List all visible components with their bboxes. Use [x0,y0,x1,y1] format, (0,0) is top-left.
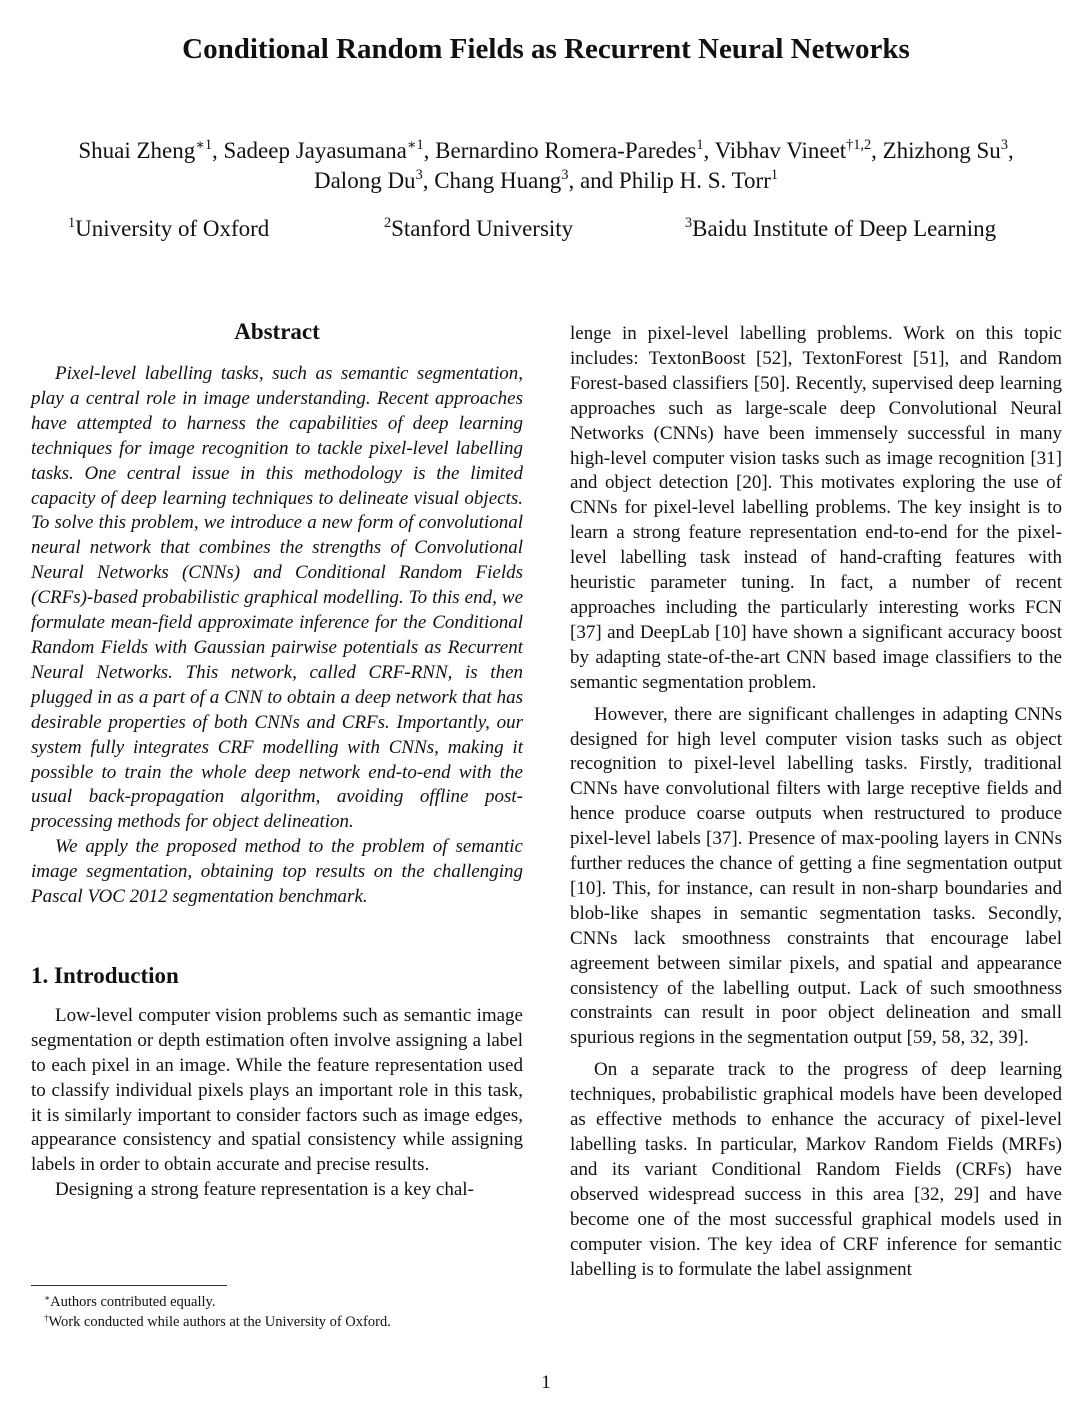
body-paragraph: lenge in pixel-level labelling problems. Work on this topic includes: TextonBoost [52], TextonForest [51], and Random Forest-based classifiers [50]. Recently, supervised deep learning approaches such as large-scale deep Convolutional Neural Networks (CNNs) have been immensely successful in many high-level computer vision tasks such as image recognition [31] and object detection [20]. This motivates exploring the use of CNNs for pixel-level labelling problems. The key insight is to learn a strong feature representation end-to-end for the pixel-level labelling task instead of hand-crafting features with heuristic parameter tuning. In fact, a number of recent approaches including the particularly interesting works FCN [37] and DeepLab [10] have shown a significant accuracy boost by adapting state-of-the-art CNN based image classifiers to the semantic segmentation problem. [570,323,1062,693]
author: Philip H. S. Torr$^1$ [618,167,778,193]
author: Dalong Du$^3$, [313,167,435,193]
footnote: ∗Authors contributed equally. [44,1292,216,1310]
body-paragraph: Low-level computer vision problems such as semantic image segmentation or depth estimation often involve assigning a label to each pixel in an image. While the feature representation used to classify individual pixels plays an important role in this task, it is similarly important to consider factors such as image edges, appearance consistency and spatial consistency while assigning labels in order to obtain accurate and precise results. [31,1004,523,1176]
body-paragraph: On a separate track to the progress of deep learning techniques, probabilistic graphical models have been developed as effective methods to enhance the accuracy of pixel-level labelling tasks. In particular, Markov Random Fields (MRFs) and its variant Conditional Random Fields (CRFs) have observed widespread success in this area [32, 29] and have become one of the most successful graphical models used in computer vision. The key idea of CRF inference for semantic labelling is to formulate the label assignment [570,1059,1062,1280]
page-number: 1 [541,1372,551,1393]
affiliation-baidu: $^3$Baidu Institute of Deep Learning [685,215,997,241]
introduction-heading: 1. Introduction [31,962,179,988]
footnotes [44,1292,544,1332]
left-column [31,318,523,1203]
affiliation-stanford: $^2$Stanford University [384,215,574,241]
abstract-paragraph: We apply the proposed method to the problem of semantic image segmentation, obtaining top results on the challenging Pascal VOC 2012 segmentation benchmark. [31,836,523,908]
author: Shuai Zheng$^{∗1}$, [78,137,224,163]
abstract-heading: Abstract [234,319,320,344]
abstract-paragraph: Pixel-level labelling tasks, such as semantic segmentation, play a central role in image understanding. Recent approaches have attempted to harness the capabilities of deep learning techniques for image recognition to tackle pixel-level labelling tasks. One central issue in this methodology is the limited capacity of deep learning techniques to delineate visual objects. To solve this problem, we introduce a new form of convolutional neural network that combines the strengths of Convolutional Neural Networks (CNNs) and Conditional Random Fields (CRFs)-based probabilistic graphical modelling. To this end, we formulate mean-field approximate inference for the Conditional Random Fields with Gaussian pairwise potentials as Recurrent Neural Networks. This network, called CRF-RNN, is then plugged in as a part of a CNN to obtain a deep network that has desirable properties of both CNNs and CRFs. Importantly, our system fully integrates CRF modelling with CNNs, making it possible to train the whole deep network end-to-end with the usual back-propagation algorithm, avoiding offline post-processing methods for object delineation. [31,363,523,833]
introduction-section [31,962,523,1203]
abstract-section [31,318,523,910]
paper-title: Conditional Random Fields as Recurrent Neural Networks [182,33,910,65]
author: Chang Huang$^3$, and [434,167,619,193]
affiliations [0,214,1092,246]
author: Zhizhong Su$^3$, [882,137,1014,163]
author: Bernardino Romera-Paredes$^1$, [435,137,715,163]
footnote-divider [31,1285,227,1286]
body-paragraph: However, there are significant challenges in adapting CNNs designed for high level computer vision tasks such as object recognition to pixel-level labelling tasks. Firstly, traditional CNNs have convolutional filters with large receptive fields and hence produce coarse outputs when restructured to produce pixel-level labels [37]. Presence of max-pooling layers in CNNs further reduces the chance of getting a fine segmentation output [10]. This, for instance, can result in non-sharp boundaries and blob-like shapes in semantic segmentation tasks. Secondly, CNNs lack smoothness constraints that encourage label agreement between similar pixels, and spatial and appearance consistency of the labelling output. Lack of such smoothness constraints can result in poor object delineation and small spurious regions in the segmentation output [59, 58, 32, 39]. [570,703,1062,1049]
footnote: †Work conducted while authors at the University of Oxford. [44,1312,391,1330]
affiliation-oxford: $^1$University of Oxford [68,215,270,241]
right-column [570,322,1062,1282]
author: Vibhav Vineet$^{\dagger 1,2}$, [714,137,883,163]
author-list [0,136,1092,196]
body-paragraph: Designing a strong feature representation is a key chal- [55,1179,474,1201]
author: Sadeep Jayasumana$^{∗1}$, [223,137,436,163]
